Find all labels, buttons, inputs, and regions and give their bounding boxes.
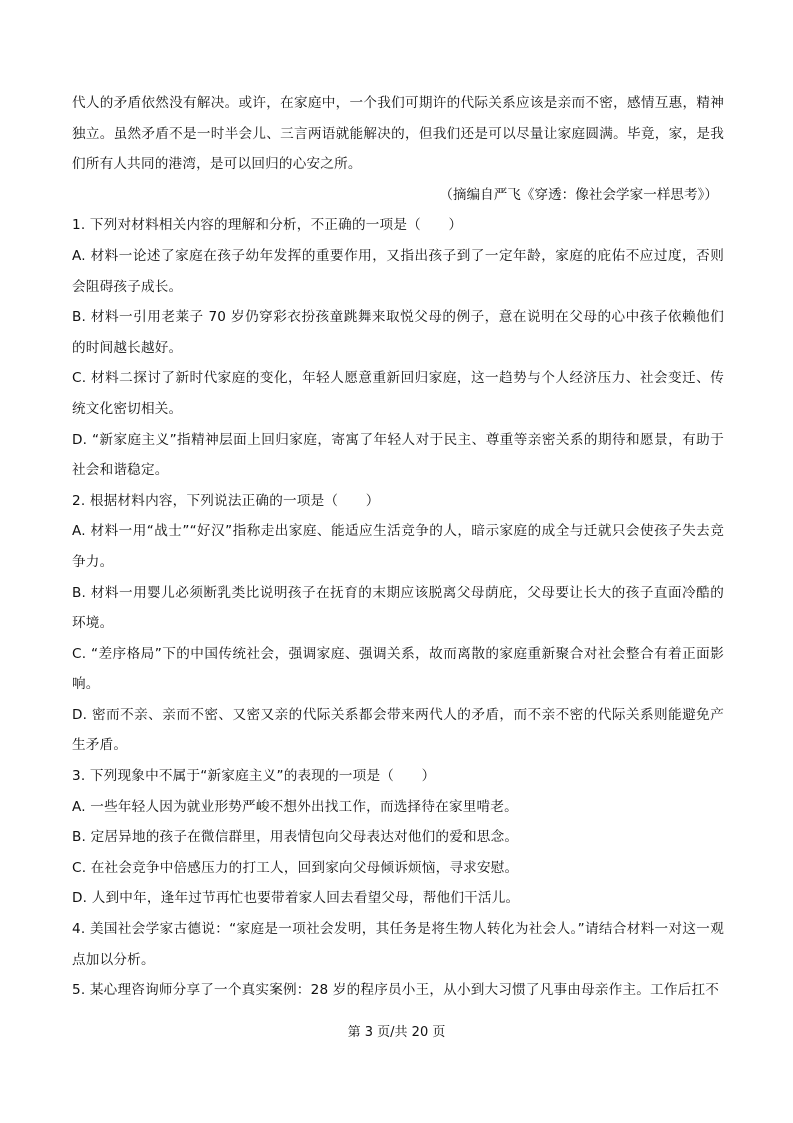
question-stem: 3. 下列现象中不属于“新家庭主义”的表现的一项是（ ） [72,768,436,785]
question-stem: 1. 下列对材料相关内容的理解和分析，不正确的一项是（ ） [72,217,463,234]
option-a: A. 一些年轻人因为就业形势严峻不想外出找工作，而选择待在家里啃老。 [72,798,518,815]
question-5 [72,975,724,1006]
question-stem: 2. 根据材料内容，下列说法正确的一项是（ ） [72,492,380,509]
question-1 [72,210,724,485]
option-a: A. 材料一论述了家庭在孩子幼年发挥的重要作用，又指出孩子到了一定年龄，家庭的庇佑不应过度，否则会阻碍孩子成长。 [72,247,724,295]
question-stem: 4. 美国社会学家古德说：“家庭是一项社会发明，其任务是将生物人转化为社会人。”请结合材料一对这一观点加以分析。 [72,921,724,968]
page-content [72,88,724,1006]
option-b: B. 材料一用婴儿必须断乳类比说明孩子在抚育的末期应该脱离父母荫庇，父母要让长大的孩子直面冷酷的环境。 [72,584,724,632]
option-d: D. “新家庭主义”指精神层面上回归家庭，寄寓了年轻人对于民主、尊重等亲密关系的期待和愿景，有助于社会和谐稳定。 [72,431,724,479]
question-3 [72,761,724,914]
page-number: 第 3 页/共 20 页 [347,1025,446,1040]
option-c: C. 在社会竞争中倍感压力的打工人，回到家向父母倾诉烦恼，寻求安慰。 [72,859,519,876]
question-4 [72,914,724,975]
question-2 [72,486,724,761]
option-d: D. 密而不亲、亲而不密、又密又亲的代际关系都会带来两代人的矛盾，而不亲不密的代际关系则能避免产生矛盾。 [72,706,724,754]
passage-paragraph: 代人的矛盾依然没有解决。或许，在家庭中，一个我们可期许的代际关系应该是亲而不密，感情互惠，精神独立。虽然矛盾不是一时半会儿、三言两语就能解决的，但我们还是可以尽量让家庭圆满。毕竟，家，是我们所有人共同的港湾，是可以回归的心安之所。 [72,95,724,173]
option-b: B. 定居异地的孩子在微信群里，用表情包向父母表达对他们的爱和思念。 [72,829,519,846]
option-d: D. 人到中年，逢年过节再忙也要带着家人回去看望父母，帮他们干活儿。 [72,890,520,907]
option-c: C. “差序格局”下的中国传统社会，强调家庭、强调关系，故而离散的家庭重新聚合对社会整合有着正面影响。 [72,645,724,693]
passage-source: （摘编自严飞《穿透：像社会学家一样思考》） [439,186,718,203]
option-a: A. 材料一用“战士”“好汉”指称走出家庭、能适应生活竞争的人，暗示家庭的成全与迁就只会使孩子失去竞争力。 [72,523,724,570]
page-footer [0,1024,793,1042]
option-b: B. 材料一引用老莱子 70 岁仍穿彩衣扮孩童跳舞来取悦父母的例子，意在说明在父母的心中孩子依赖他们的时间越长越好。 [72,309,724,356]
question-stem: 5. 某心理咨询师分享了一个真实案例：28 岁的程序员小王，从小到大习惯了凡事由母亲作主。工作后扛不 [72,982,720,999]
option-c: C. 材料二探讨了新时代家庭的变化，年轻人愿意重新回归家庭，这一趋势与个人经济压力、社会变迁、传统文化密切相关。 [72,370,724,417]
